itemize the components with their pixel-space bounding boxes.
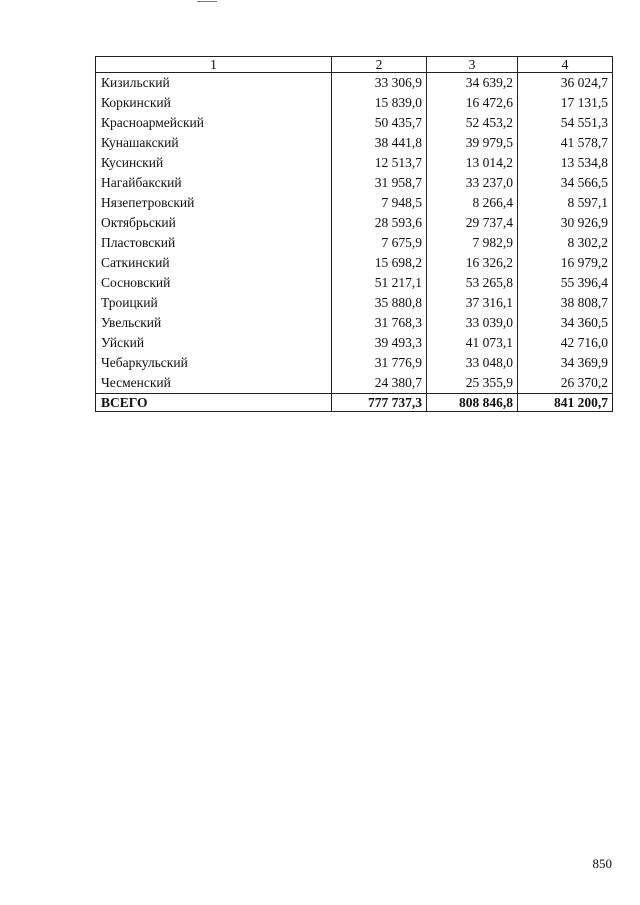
district-name: Саткинский — [96, 253, 332, 273]
district-name: Кизильский — [96, 73, 332, 94]
value-col4: 17 131,5 — [518, 93, 613, 113]
total-value-col2: 777 737,3 — [332, 394, 427, 412]
table-row — [96, 273, 613, 293]
value-col4: 26 370,2 — [518, 373, 613, 394]
table-row — [96, 313, 613, 333]
value-col2: 15 698,2 — [332, 253, 427, 273]
district-name: Троицкий — [96, 293, 332, 313]
value-col4: 41 578,7 — [518, 133, 613, 153]
top-margin-mark — [197, 1, 217, 2]
value-col3: 13 014,2 — [427, 153, 518, 173]
district-name: Коркинский — [96, 93, 332, 113]
value-col2: 50 435,7 — [332, 113, 427, 133]
value-col4: 30 926,9 — [518, 213, 613, 233]
value-col2: 31 776,9 — [332, 353, 427, 373]
value-col3: 41 073,1 — [427, 333, 518, 353]
value-col2: 31 958,7 — [332, 173, 427, 193]
total-value-col4: 841 200,7 — [518, 394, 613, 412]
total-value-col3: 808 846,8 — [427, 394, 518, 412]
value-col3: 37 316,1 — [427, 293, 518, 313]
table-row — [96, 193, 613, 213]
value-col2: 51 217,1 — [332, 273, 427, 293]
value-col2: 35 880,8 — [332, 293, 427, 313]
column-header-4: 4 — [518, 57, 613, 73]
table-row — [96, 93, 613, 113]
value-col3: 34 639,2 — [427, 73, 518, 94]
table-row — [96, 233, 613, 253]
total-label: ВСЕГО — [96, 394, 332, 412]
value-col3: 29 737,4 — [427, 213, 518, 233]
value-col4: 38 808,7 — [518, 293, 613, 313]
district-name: Уйский — [96, 333, 332, 353]
column-header-1: 1 — [96, 57, 332, 73]
value-col4: 42 716,0 — [518, 333, 613, 353]
value-col3: 16 326,2 — [427, 253, 518, 273]
value-col2: 28 593,6 — [332, 213, 427, 233]
column-header-3: 3 — [427, 57, 518, 73]
district-name: Чесменский — [96, 373, 332, 394]
table-row — [96, 293, 613, 313]
value-col2: 15 839,0 — [332, 93, 427, 113]
value-col4: 34 369,9 — [518, 353, 613, 373]
value-col4: 16 979,2 — [518, 253, 613, 273]
table-row — [96, 113, 613, 133]
table-row — [96, 73, 613, 94]
table-row — [96, 373, 613, 394]
value-col2: 12 513,7 — [332, 153, 427, 173]
value-col3: 33 237,0 — [427, 173, 518, 193]
value-col3: 33 039,0 — [427, 313, 518, 333]
value-col2: 7 948,5 — [332, 193, 427, 213]
district-name: Кусинский — [96, 153, 332, 173]
value-col3: 25 355,9 — [427, 373, 518, 394]
budget-table — [95, 56, 613, 412]
value-col3: 7 982,9 — [427, 233, 518, 253]
value-col3: 52 453,2 — [427, 113, 518, 133]
district-name: Нязепетровский — [96, 193, 332, 213]
total-row — [96, 394, 613, 412]
value-col4: 55 396,4 — [518, 273, 613, 293]
page-number: 850 — [592, 856, 612, 871]
value-col2: 7 675,9 — [332, 233, 427, 253]
value-col2: 39 493,3 — [332, 333, 427, 353]
table-row — [96, 213, 613, 233]
value-col4: 34 360,5 — [518, 313, 613, 333]
district-name: Чебаркульский — [96, 353, 332, 373]
value-col2: 24 380,7 — [332, 373, 427, 394]
table-header-row — [96, 57, 613, 73]
value-col3: 53 265,8 — [427, 273, 518, 293]
district-name: Увельский — [96, 313, 332, 333]
district-name: Нагайбакский — [96, 173, 332, 193]
value-col4: 8 302,2 — [518, 233, 613, 253]
value-col2: 31 768,3 — [332, 313, 427, 333]
value-col2: 33 306,9 — [332, 73, 427, 94]
table-row — [96, 133, 613, 153]
table-row — [96, 353, 613, 373]
value-col3: 8 266,4 — [427, 193, 518, 213]
district-name: Октябрьский — [96, 213, 332, 233]
value-col4: 13 534,8 — [518, 153, 613, 173]
column-header-2: 2 — [332, 57, 427, 73]
district-name: Пластовский — [96, 233, 332, 253]
district-name: Сосновский — [96, 273, 332, 293]
value-col4: 54 551,3 — [518, 113, 613, 133]
table-row — [96, 153, 613, 173]
table-row — [96, 333, 613, 353]
value-col3: 39 979,5 — [427, 133, 518, 153]
value-col3: 16 472,6 — [427, 93, 518, 113]
value-col2: 38 441,8 — [332, 133, 427, 153]
value-col4: 8 597,1 — [518, 193, 613, 213]
value-col4: 34 566,5 — [518, 173, 613, 193]
district-name: Красноармейский — [96, 113, 332, 133]
district-name: Кунашакский — [96, 133, 332, 153]
value-col4: 36 024,7 — [518, 73, 613, 94]
value-col3: 33 048,0 — [427, 353, 518, 373]
table-row — [96, 253, 613, 273]
table-row — [96, 173, 613, 193]
